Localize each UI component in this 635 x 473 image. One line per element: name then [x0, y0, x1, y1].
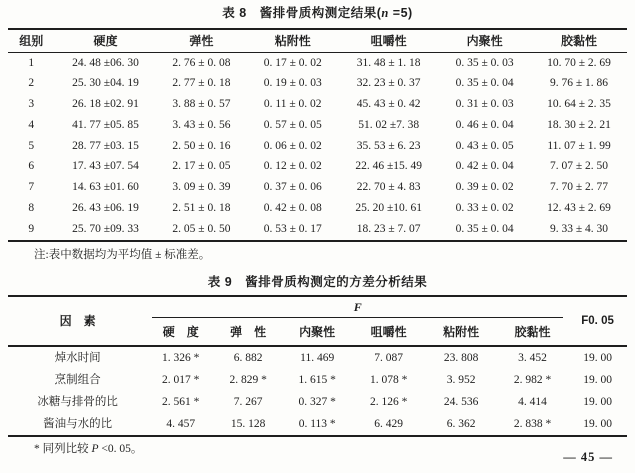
f005-value-cell: 19. 00	[583, 395, 612, 408]
sub-column-header-adhesiveness: 粘附性	[425, 318, 497, 346]
measurement-cell: 3. 43 ± 0. 56	[172, 118, 231, 131]
f-value-cell: 2. 838 *	[513, 417, 552, 430]
f-value-cell: 0. 327 *	[298, 395, 336, 408]
f-value-cell: 7. 267	[233, 395, 263, 408]
footnote-p-symbol: P	[91, 442, 99, 455]
table9-row	[8, 346, 627, 369]
measurement-cell: 0. 35 ± 0. 03	[455, 56, 514, 69]
measurement-cell: 0. 43 ± 0. 05	[455, 139, 514, 152]
f-value-cell: 11. 469	[300, 351, 335, 364]
measurement-cell: 22. 70 ± 4. 83	[356, 181, 421, 194]
measurement-cell: 0. 33 ± 0. 02	[455, 202, 514, 215]
table8-row	[8, 177, 627, 198]
f-value-cell: 4. 457	[166, 417, 196, 430]
table8-row	[8, 219, 627, 241]
f-value-cell: 2. 829 *	[229, 373, 267, 386]
measurement-cell: 0. 42 ± 0. 08	[263, 202, 322, 215]
measurement-cell: 0. 19 ± 0. 03	[263, 77, 322, 90]
measurement-cell: 2. 77 ± 0. 18	[172, 77, 231, 90]
f-value-cell: 1. 615 *	[298, 373, 336, 386]
measurement-cell: 14. 63 ±01. 60	[72, 181, 139, 194]
f-group-underline	[152, 300, 563, 318]
measurement-cell: 3. 88 ± 0. 57	[172, 98, 231, 111]
factor-column-header: 因 素	[8, 296, 147, 346]
f-group-header	[147, 296, 568, 318]
f-value-cell: 23. 808	[443, 351, 479, 364]
measurement-cell: 0. 42 ± 0. 04	[455, 160, 514, 173]
f-value-cell: 6. 429	[374, 417, 404, 430]
f-value-cell: 2. 017 *	[162, 373, 200, 386]
table8-row	[8, 73, 627, 94]
measurement-cell: 41. 77 ±05. 85	[72, 118, 139, 131]
measurement-cell: 0. 06 ± 0. 02	[263, 139, 322, 152]
f005-value-cell: 19. 00	[583, 351, 612, 364]
measurement-cell: 0. 31 ± 0. 03	[455, 98, 514, 111]
sub-column-header-springiness: 弹 性	[214, 318, 282, 346]
f-value-cell: 15. 128	[230, 417, 266, 430]
f-value-cell: 2. 982 *	[513, 373, 552, 386]
measurement-cell: 0. 57 ± 0. 05	[263, 118, 322, 131]
footnote-text: * 同列比较	[34, 442, 92, 455]
measurement-cell: 51. 02 ±7. 38	[358, 118, 420, 131]
table9-title: 表 9 酱排骨质构测定的方差分析结果	[207, 274, 428, 289]
measurement-cell: 0. 35 ± 0. 04	[455, 222, 514, 235]
table8-row	[8, 198, 627, 219]
column-header-springiness: 弹性	[157, 29, 247, 52]
measurement-cell: 26. 43 ±06. 19	[72, 202, 139, 215]
table8-header-row	[8, 29, 627, 52]
measurement-cell: 11. 07 ± 1. 99	[547, 139, 611, 152]
measurement-cell: 0. 39 ± 0. 02	[455, 181, 514, 194]
factor-cell: 焯水时间	[54, 351, 101, 364]
f-value-cell: 24. 536	[443, 395, 479, 408]
f-value-cell: 0. 113 *	[298, 417, 336, 430]
measurement-cell: 17. 43 ±07. 54	[72, 160, 139, 173]
factor-cell: 烹制组合	[54, 373, 101, 386]
column-header-hardness: 硬度	[54, 29, 156, 52]
measurement-cell: 28. 77 ±03. 15	[72, 139, 139, 152]
measurement-cell: 0. 17 ± 0. 02	[263, 56, 322, 69]
f-value-cell: 6. 882	[233, 351, 263, 364]
footnote-tail: <0. 05。	[98, 442, 143, 455]
table8-title-tail: =5)	[388, 6, 413, 20]
measurement-cell: 35. 53 ± 6. 23	[356, 139, 421, 152]
measurement-cell: 25. 70 ±09. 33	[72, 222, 139, 235]
column-header-group: 组别	[8, 29, 54, 52]
table9-row	[8, 391, 627, 413]
measurement-cell: 2. 17 ± 0. 05	[172, 160, 231, 173]
f005-value-cell: 19. 00	[583, 417, 612, 430]
factor-cell: 酱油与水的比	[43, 417, 113, 430]
f005-column-header: F0. 05	[568, 296, 627, 346]
measurement-cell: 0. 35 ± 0. 04	[455, 77, 514, 90]
group-number-cell: 9	[28, 222, 35, 235]
group-number-cell: 2	[28, 77, 35, 90]
group-number-cell: 1	[28, 56, 35, 69]
f-value-cell: 2. 126 *	[369, 395, 408, 408]
table9-row	[8, 369, 627, 391]
table8	[8, 28, 627, 242]
measurement-cell: 3. 09 ± 0. 39	[172, 181, 231, 194]
table9-header-row-1	[8, 296, 627, 318]
f-value-cell: 3. 452	[518, 351, 547, 364]
measurement-cell: 9. 76 ± 1. 86	[549, 77, 609, 90]
table8-row	[8, 52, 627, 73]
measurement-cell: 45. 43 ± 0. 42	[356, 98, 421, 111]
measurement-cell: 18. 23 ± 7. 07	[356, 222, 421, 235]
measurement-cell: 0. 11 ± 0. 02	[263, 98, 322, 111]
measurement-cell: 26. 18 ±02. 91	[72, 98, 139, 111]
measurement-cell: 32. 23 ± 0. 37	[356, 77, 421, 90]
measurement-cell: 0. 12 ± 0. 02	[263, 160, 322, 173]
measurement-cell: 25. 30 ±04. 19	[72, 77, 139, 90]
group-number-cell: 4	[28, 118, 35, 131]
table8-title	[8, 5, 627, 21]
f-value-cell: 2. 561 *	[162, 395, 200, 408]
f-value-cell: 1. 078 *	[369, 373, 408, 386]
measurement-cell: 2. 05 ± 0. 50	[172, 222, 231, 235]
measurement-cell: 10. 64 ± 2. 35	[547, 98, 611, 111]
f-value-cell: 3. 952	[446, 373, 476, 386]
group-number-cell: 8	[28, 202, 35, 215]
measurement-cell: 0. 37 ± 0. 06	[263, 181, 322, 194]
f-value-cell: 7. 087	[374, 351, 404, 364]
group-number-cell: 6	[28, 160, 35, 173]
table8-row	[8, 136, 627, 157]
factor-cell: 冰糖与排骨的比	[37, 395, 118, 408]
measurement-cell: 12. 43 ± 2. 69	[547, 202, 611, 215]
sub-column-header-chewiness: 咀嚼性	[352, 318, 425, 346]
measurement-cell: 10. 70 ± 2. 69	[547, 56, 611, 69]
group-number-cell: 5	[28, 139, 35, 152]
table8-note: 注:表中数据均为平均值 ± 标准差。	[34, 248, 211, 261]
column-header-cohesiveness: 内聚性	[438, 29, 531, 52]
page-number: — 45 —	[563, 450, 613, 464]
table9-row	[8, 413, 627, 436]
group-number-cell: 3	[28, 98, 35, 111]
f005-value-cell: 19. 00	[583, 373, 612, 386]
measurement-cell: 31. 48 ± 1. 18	[356, 56, 421, 69]
sub-column-header-cohesiveness: 内聚性	[282, 318, 352, 346]
measurement-cell: 0. 53 ± 0. 17	[263, 222, 322, 235]
measurement-cell: 7. 07 ± 2. 50	[549, 160, 609, 173]
column-header-chewiness: 咀嚼性	[339, 29, 438, 52]
table8-body	[8, 52, 627, 241]
measurement-cell: 9. 33 ± 4. 30	[549, 222, 609, 235]
measurement-cell: 0. 46 ± 0. 04	[455, 118, 514, 131]
table9-footnote	[8, 442, 627, 456]
column-header-gumminess: 胶黏性	[531, 29, 627, 52]
sub-column-header-gumminess: 胶黏性	[497, 318, 568, 346]
f-label: F	[353, 299, 362, 314]
measurement-cell: 7. 70 ± 2. 77	[549, 181, 609, 194]
measurement-cell: 2. 50 ± 0. 16	[172, 139, 231, 152]
table8-row	[8, 115, 627, 136]
table8-title-text: 表 8 酱排骨质构测定结果(	[222, 6, 382, 20]
f-value-cell: 1. 326 *	[162, 351, 200, 364]
measurement-cell: 18. 30 ± 2. 21	[547, 118, 611, 131]
table8-row	[8, 156, 627, 177]
measurement-cell: 24. 48 ±06. 30	[72, 56, 139, 69]
measurement-cell: 22. 46 ±15. 49	[355, 160, 422, 173]
measurement-cell: 25. 20 ±10. 61	[355, 202, 422, 215]
measurement-cell: 2. 51 ± 0. 18	[172, 202, 231, 215]
measurement-cell: 2. 76 ± 0. 08	[172, 56, 231, 69]
table8-title-n: n	[381, 6, 389, 20]
f-value-cell: 4. 414	[518, 395, 547, 408]
column-header-adhesiveness: 粘附性	[246, 29, 339, 52]
f-value-cell: 6. 362	[446, 417, 476, 430]
table8-row	[8, 94, 627, 115]
sub-column-header-hardness: 硬 度	[147, 318, 214, 346]
table9	[8, 295, 627, 437]
group-number-cell: 7	[28, 181, 35, 194]
table9-body	[8, 346, 627, 436]
